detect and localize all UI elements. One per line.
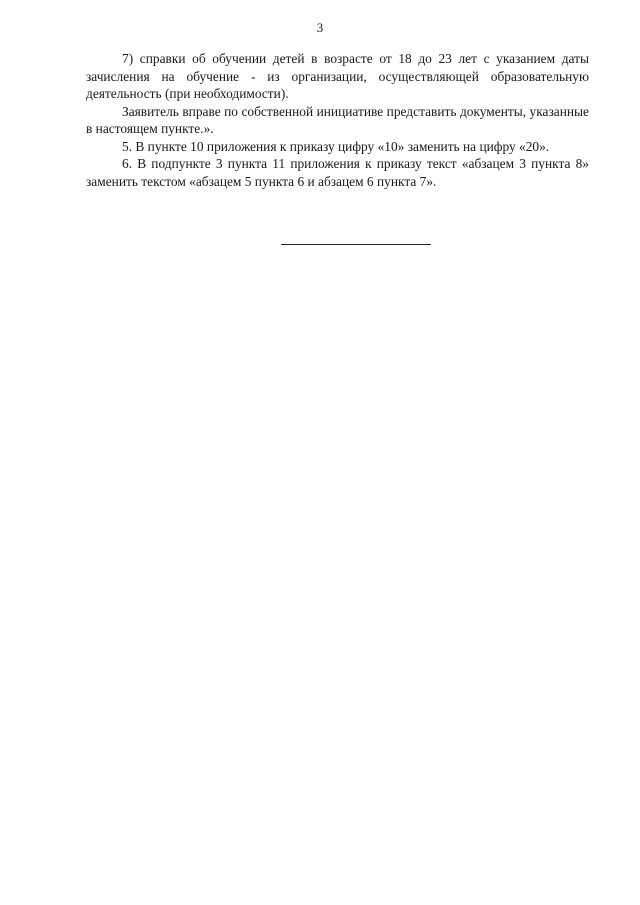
paragraph-point-6: 6. В подпункте 3 пункта 11 приложения к приказу текст «абзацем 3 пункта 8» заменить текстом «абзацем 5 пункта 6 и абзацем 6 пункта 7». xyxy=(86,156,589,189)
paragraph-point-5: 5. В пункте 10 приложения к приказу цифру «10» заменить на цифру «20». xyxy=(122,138,550,154)
page-number: 3 xyxy=(316,20,324,35)
paragraph-applicant-right: Заявитель вправе по собственной инициативе представить документы, указанные в настоящем пункте.». xyxy=(86,103,589,136)
paragraph-item-7: 7) справки об обучении детей в возрасте от 18 до 23 лет с указанием даты зачисления на обучение - из организации, осуществляющей образовательную деятельность (при необходимости). xyxy=(86,51,589,101)
end-of-document-line xyxy=(281,244,431,245)
document-body xyxy=(86,50,589,190)
